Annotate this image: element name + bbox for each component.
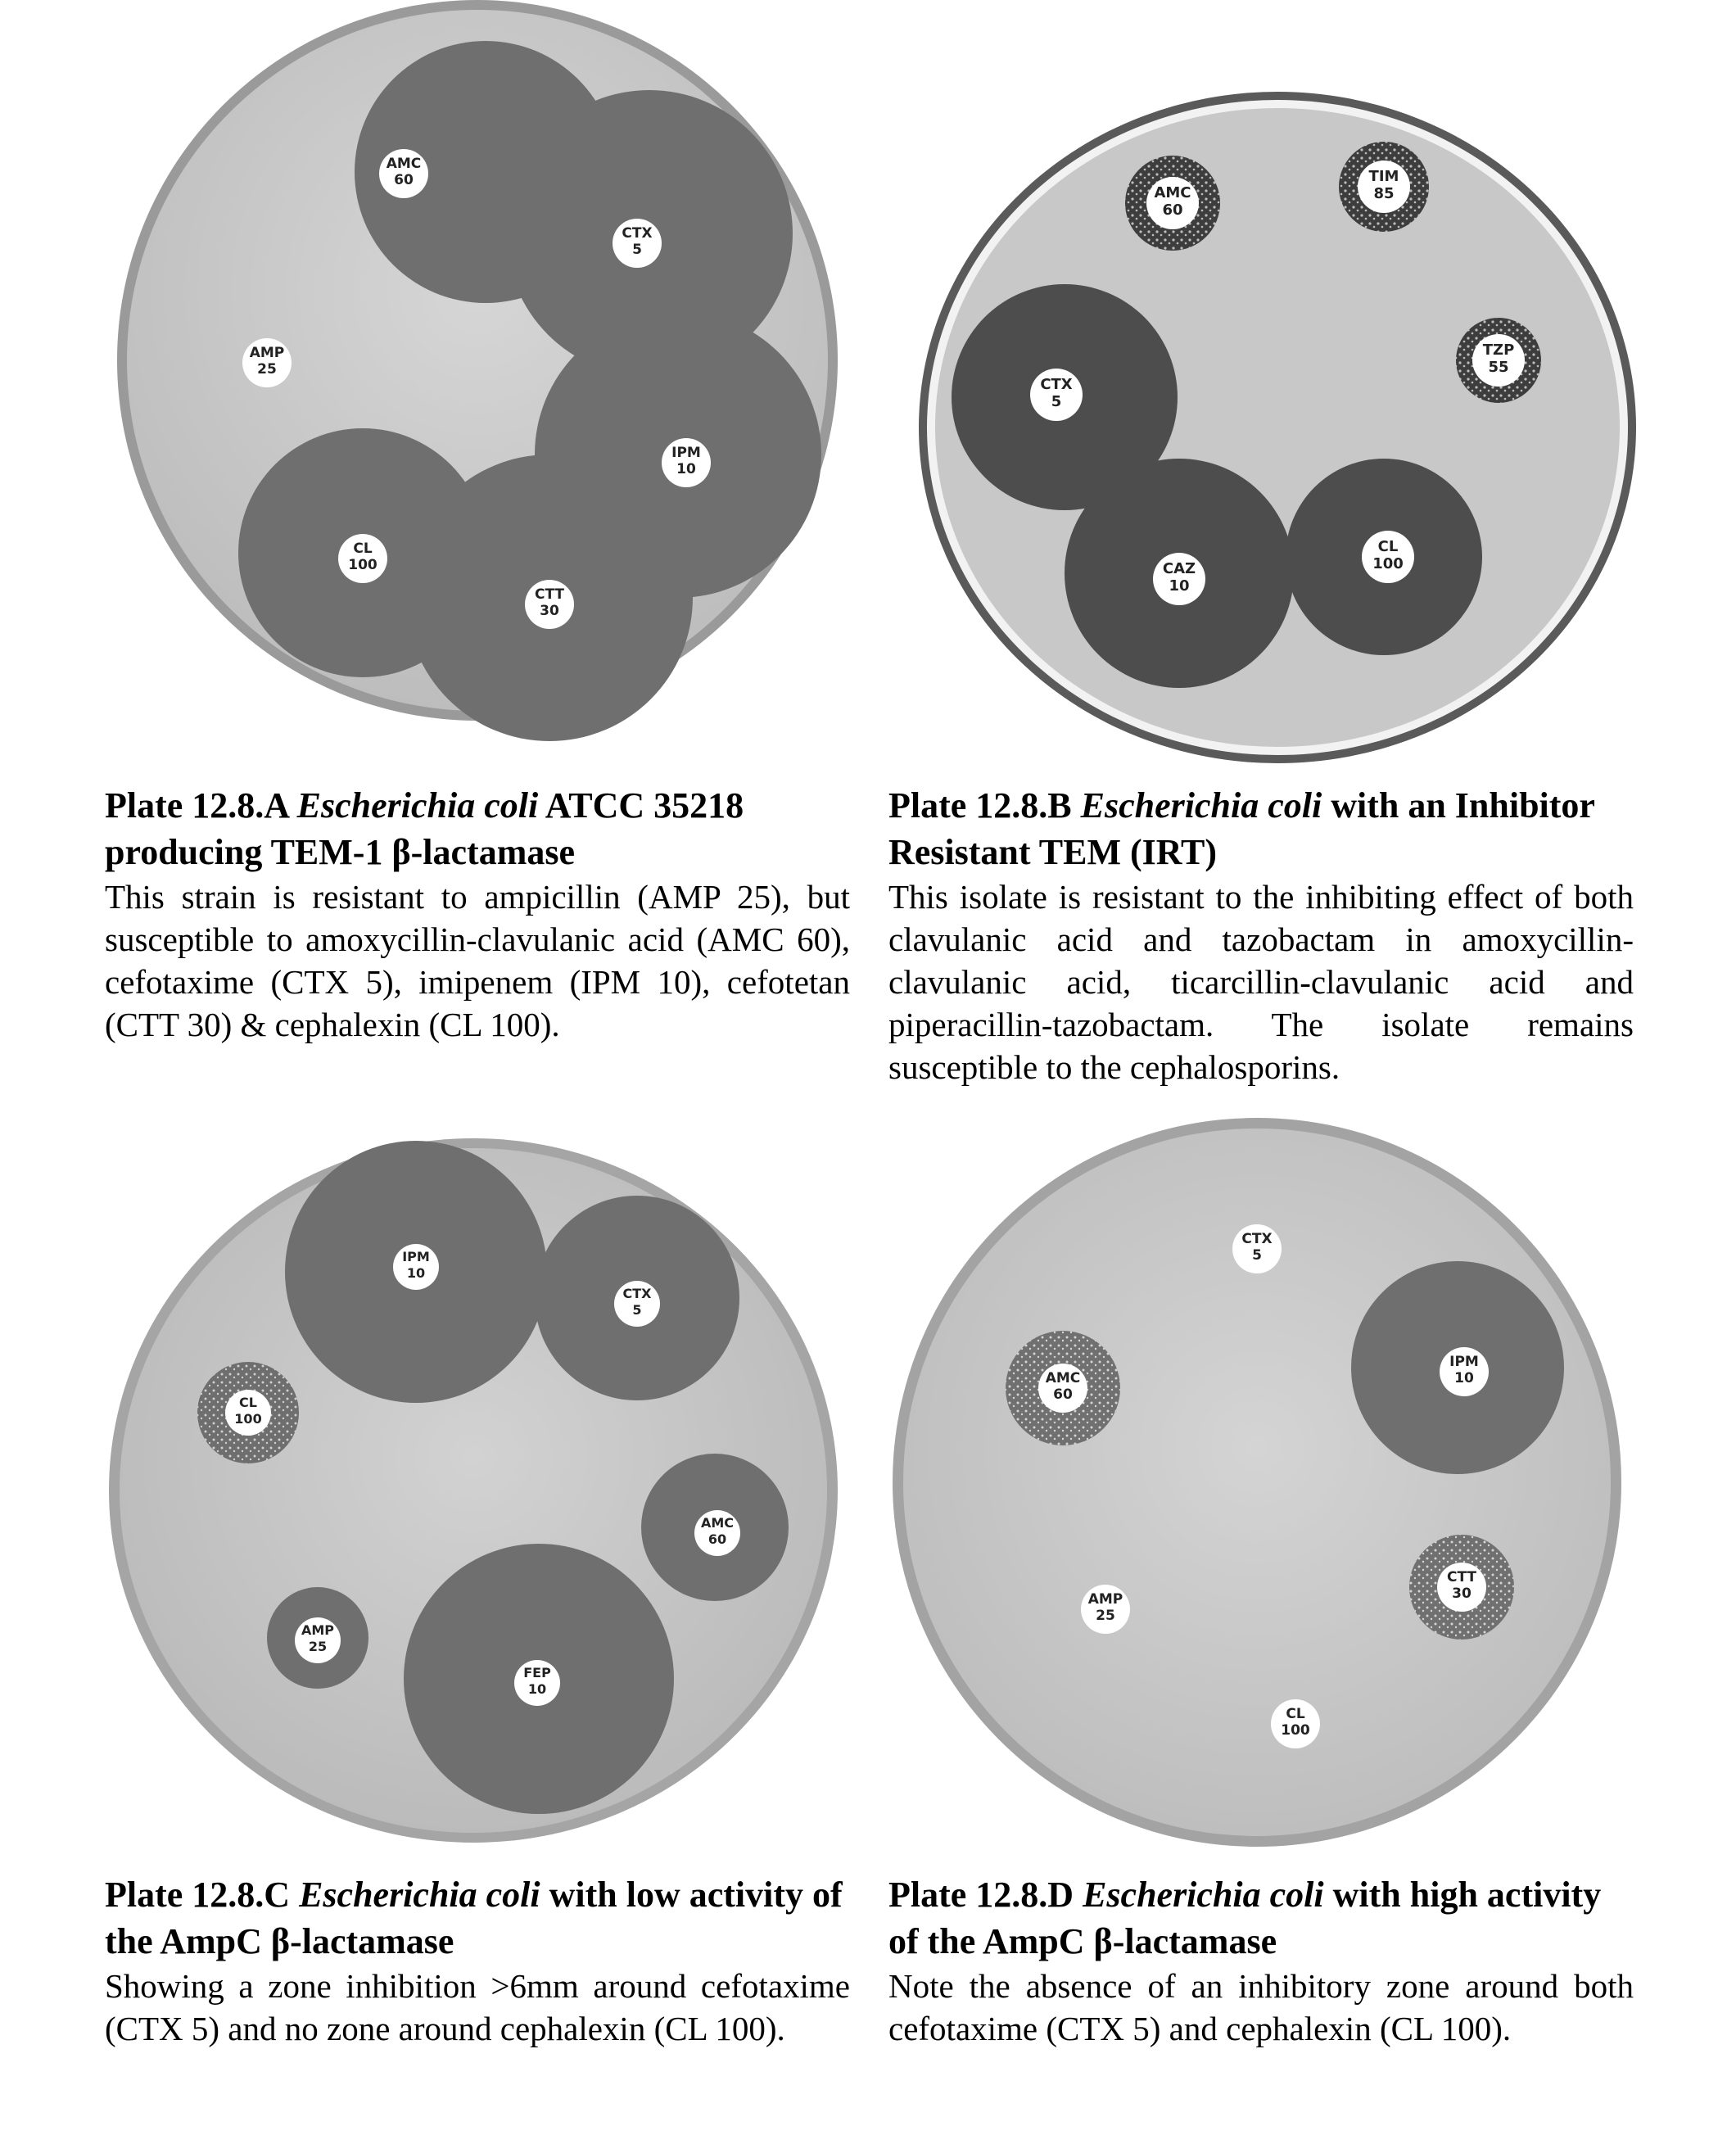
disk-dose: 25 — [308, 1639, 328, 1654]
disk-dose: 30 — [1452, 1585, 1472, 1602]
disk-code: AMP — [301, 1622, 335, 1638]
disk-code: AMC — [386, 156, 422, 172]
disk-code: CTX — [1040, 376, 1073, 393]
disk-ctx — [1030, 369, 1083, 421]
disk-amc — [1146, 177, 1199, 229]
disk-code: AMC — [1154, 184, 1191, 201]
caption-d — [888, 1871, 1634, 2050]
disk-cl — [225, 1390, 271, 1436]
disk-ctt — [1437, 1563, 1486, 1612]
disk-amc — [694, 1510, 740, 1556]
disk-code: CL — [1377, 538, 1399, 555]
plate-b-svg — [917, 90, 1638, 770]
disk-ipm — [1440, 1347, 1489, 1396]
plate-b-image — [917, 90, 1638, 770]
disk-cl — [338, 534, 387, 583]
disk-fep — [514, 1660, 560, 1706]
disk-dose: 10 — [1454, 1370, 1474, 1386]
disk-dose: 5 — [632, 242, 642, 258]
disk-tim — [1358, 161, 1410, 213]
disk-ctx — [613, 219, 662, 268]
disk-ipm — [662, 438, 711, 487]
disk-dose: 5 — [1051, 393, 1062, 410]
disk-dose: 30 — [540, 603, 559, 619]
disk-dose: 5 — [632, 1302, 642, 1318]
disk-amp — [1081, 1585, 1130, 1634]
disk-caz — [1153, 553, 1205, 605]
disk-code: IPM — [402, 1249, 430, 1264]
disk-amp — [242, 338, 292, 387]
caption-c-title: Plate 12.8.C Escherichia coli with low activity of the AmpC β-lactamase — [105, 1875, 843, 1961]
disk-tzp — [1472, 334, 1525, 387]
disk-dose: 10 — [527, 1681, 547, 1697]
disk-dose: 25 — [257, 361, 277, 378]
caption-b-description: This isolate is resistant to the inhibiting effect of both clavulanic acid and tazobactam in amoxycillin-clavulanic acid, ticarcillin-clavulanic acid and piperacillin-tazobactam. The isolate remains susceptible to the cephalosporins. — [888, 878, 1634, 1086]
disk-code: TZP — [1482, 341, 1515, 359]
caption-a — [105, 782, 850, 1046]
disk-dose: 55 — [1488, 359, 1509, 376]
disk-dose: 85 — [1373, 185, 1395, 202]
plate-a-image — [105, 0, 842, 758]
disk-dose: 10 — [406, 1265, 426, 1281]
plate-d-svg — [884, 1114, 1630, 1859]
disk-code: AMC — [700, 1515, 735, 1531]
disk-dose: 100 — [234, 1411, 262, 1427]
caption-b — [888, 782, 1634, 1088]
disk-code: CTT — [534, 586, 565, 603]
disk-cl — [1362, 531, 1414, 583]
plate-d-image — [884, 1114, 1630, 1859]
disk-code: AMC — [1045, 1370, 1081, 1386]
caption-c — [105, 1871, 850, 2050]
disk-amc — [1038, 1364, 1087, 1413]
disk-code: IPM — [1449, 1354, 1479, 1370]
disk-ctx — [614, 1281, 660, 1327]
disk-dose: 100 — [1281, 1722, 1310, 1739]
disk-dose: 100 — [1372, 555, 1404, 572]
caption-d-description: Note the absence of an inhibitory zone around both cefotaxime (CTX 5) and cephalexin (CL 100). — [888, 1967, 1634, 2047]
disk-dose: 60 — [708, 1531, 727, 1547]
disk-cl — [1271, 1699, 1320, 1748]
disk-dose: 5 — [1252, 1247, 1262, 1264]
disk-ctt — [525, 580, 574, 629]
disk-code: CAZ — [1162, 560, 1196, 577]
caption-c-description: Showing a zone inhibition >6mm around cefotaxime (CTX 5) and no zone around cephalexin (CL 100). — [105, 1967, 850, 2047]
disk-code: CTX — [622, 225, 653, 242]
disk-dose: 60 — [1053, 1386, 1073, 1403]
disk-dose: 25 — [1096, 1608, 1115, 1624]
disk-ipm — [393, 1244, 439, 1290]
disk-code: CTX — [1241, 1231, 1273, 1247]
plate-c-svg — [105, 1134, 850, 1855]
disk-dose: 100 — [348, 557, 377, 573]
plate-c-image — [105, 1134, 850, 1855]
disk-code: CL — [239, 1395, 257, 1410]
disk-amc — [379, 149, 428, 198]
disk-code: CL — [353, 541, 373, 557]
disk-dose: 60 — [394, 172, 414, 188]
disk-code: TIM — [1368, 168, 1399, 185]
disk-code: CL — [1286, 1706, 1305, 1722]
disk-code: CTX — [622, 1286, 652, 1301]
caption-d-title: Plate 12.8.D Escherichia coli with high activity of the AmpC β-lactamase — [888, 1875, 1602, 1961]
disk-dose: 10 — [676, 461, 696, 477]
caption-a-title: Plate 12.8.A Escherichia coli ATCC 35218 producing TEM-1 β-lactamase — [105, 785, 744, 872]
disk-code: AMP — [1087, 1591, 1123, 1608]
disk-dose: 10 — [1169, 577, 1190, 595]
disk-code: AMP — [249, 345, 285, 361]
caption-a-description: This strain is resistant to ampicillin (AMP 25), but susceptible to amoxycillin-clavulanic acid (AMC 60), cefotaxime (CTX 5), imipenem (IPM 10), cefotetan (CTT 30) & cephalexin (CL 100). — [105, 878, 850, 1043]
plate-a-svg — [105, 0, 842, 758]
disk-amp — [295, 1617, 341, 1663]
disk-dose: 60 — [1162, 201, 1183, 219]
disk-code: IPM — [671, 445, 701, 461]
disk-code: FEP — [523, 1665, 551, 1680]
disk-code: CTT — [1446, 1569, 1477, 1585]
caption-b-title: Plate 12.8.B Escherichia coli with an Inhibitor Resistant TEM (IRT) — [888, 785, 1595, 872]
disk-ctx — [1232, 1224, 1282, 1273]
